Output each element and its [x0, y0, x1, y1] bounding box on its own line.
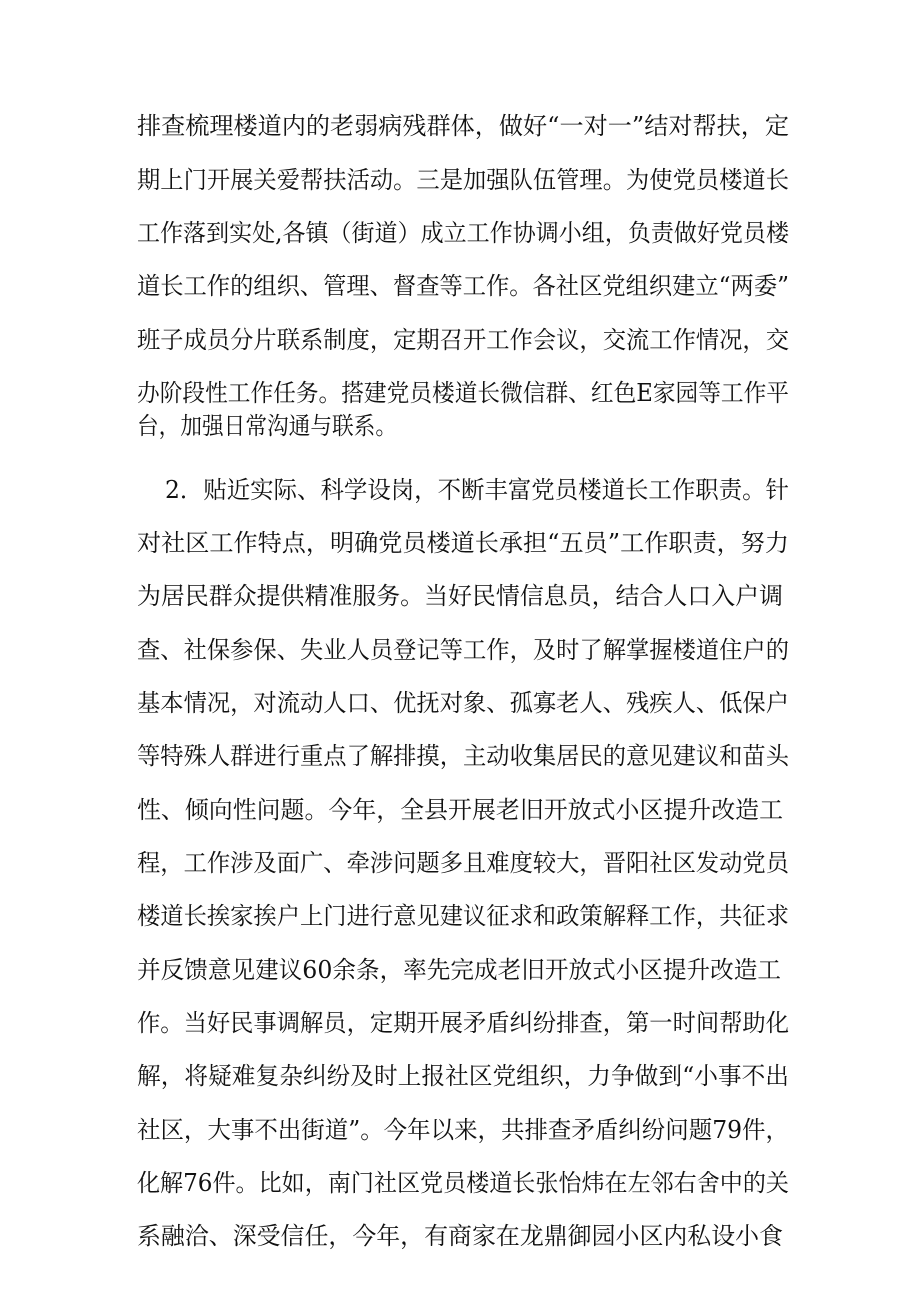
- text-line: 道长工作的组织、管理、督查等工作。各社区党组织建立“两委”: [137, 272, 789, 300]
- text-line: 系融洽、深受信任，今年，有商家在龙鼎御园小区内私设小食: [137, 1222, 783, 1250]
- text-line: 班子成员分片联系制度，定期召开工作会议，交流工作情况，交: [137, 326, 789, 354]
- text-line: 期上门开展关爱帮扶活动。三是加强队伍管理。为使党员楼道长: [137, 166, 789, 194]
- text-line: 基本情况，对流动人口、优抚对象、孤寡老人、残疾人、低保户: [137, 689, 789, 717]
- text-line: 排查梳理楼道内的老弱病残群体，做好“一对一”结对帮扶，定: [137, 112, 789, 140]
- text-line: 化解76件。比如，南门社区党员楼道长张怡炜在左邻右舍中的关: [137, 1169, 789, 1197]
- text-line: 台，加强日常沟通与联系。: [137, 412, 397, 440]
- text-line: 作。当好民事调解员，定期开展矛盾纠纷排查，第一时间帮助化: [137, 1009, 789, 1037]
- text-line: 办阶段性工作任务。搭建党员楼道长微信群、红色E家园等工作平: [137, 379, 789, 407]
- text-line: 2．贴近实际、科学设岗，不断丰富党员楼道长工作职责。针: [165, 476, 789, 504]
- text-line: 楼道长挨家挨户上门进行意见建议征求和政策解释工作，共征求: [137, 902, 789, 930]
- text-line: 对社区工作特点，明确党员楼道长承担“五员”工作职责，努力: [137, 529, 789, 557]
- text-line: 程，工作涉及面广、牵涉问题多且难度较大，晋阳社区发动党员: [137, 849, 789, 877]
- text-line: 等特殊人群进行重点了解排摸，主动收集居民的意见建议和苗头: [137, 742, 789, 770]
- text-line: 性、倾向性问题。今年，全县开展老旧开放式小区提升改造工: [137, 796, 783, 824]
- text-line: 查、社保参保、失业人员登记等工作，及时了解掌握楼道住户的: [137, 636, 789, 664]
- text-line: 并反馈意见建议60余条，率先完成老旧开放式小区提升改造工: [137, 956, 781, 984]
- text-line: 解，将疑难复杂纠纷及时上报社区党组织，力争做到“小事不出: [137, 1062, 789, 1090]
- text-line: 为居民群众提供精准服务。当好民情信息员，结合人口入户调: [137, 582, 783, 610]
- text-line: 社区，大事不出街道”。今年以来，共排查矛盾纠纷问题79件，: [137, 1116, 789, 1144]
- text-line: 工作落到实处,各镇（街道）成立工作协调小组，负责做好党员楼: [137, 219, 789, 247]
